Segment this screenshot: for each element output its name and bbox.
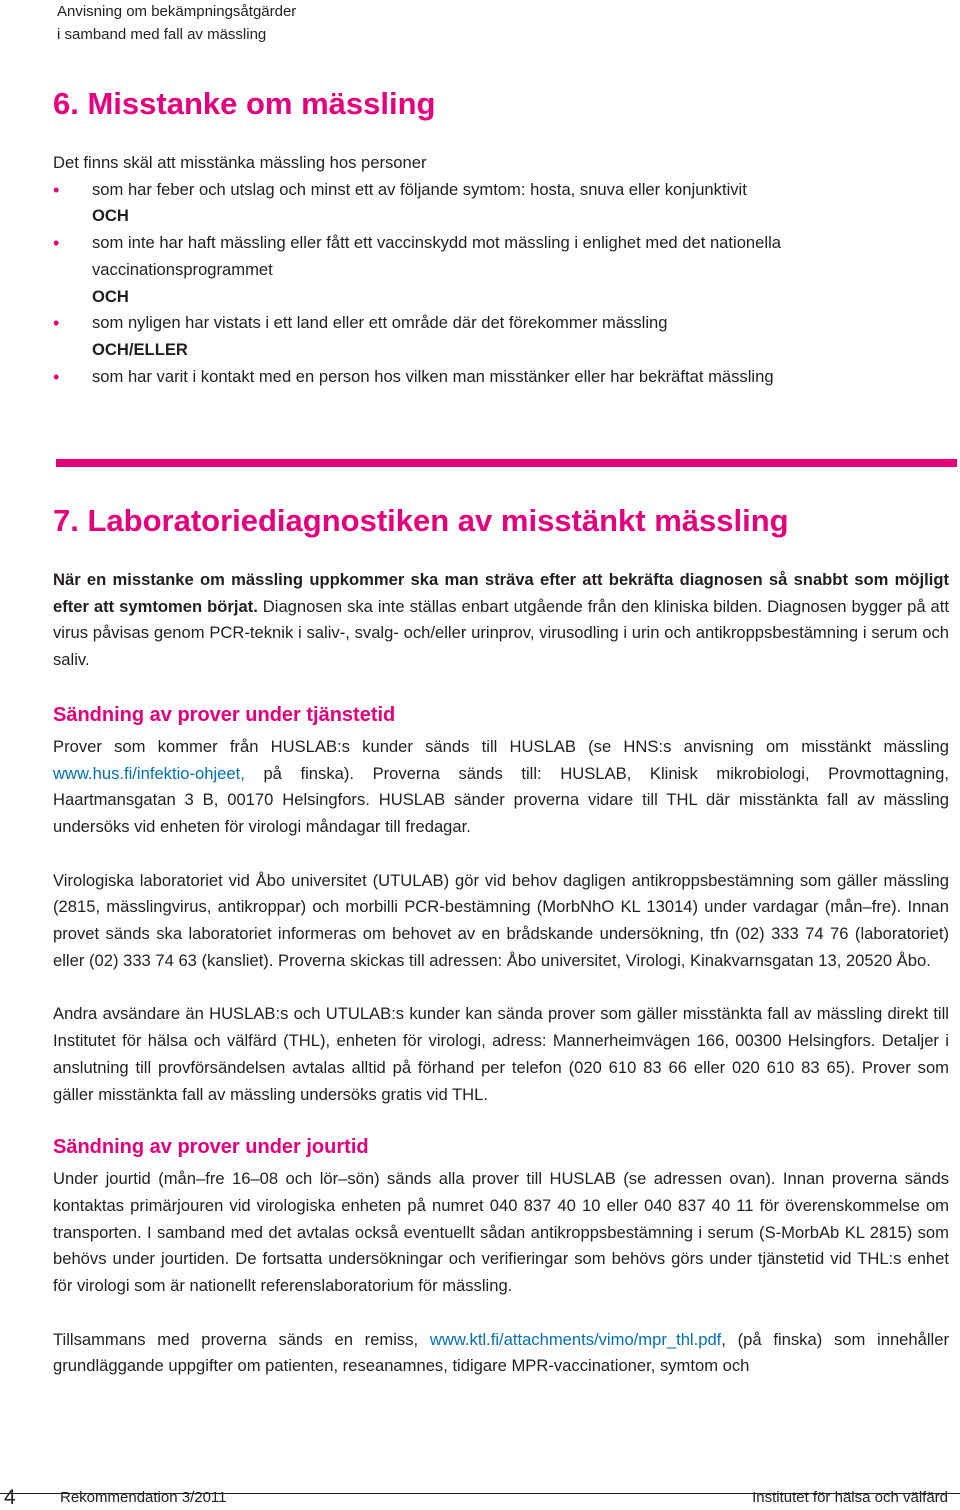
section6-body [53,150,948,390]
running-header-line2: i samband med fall av mässling [57,25,267,43]
utulab-paragraph: Virologiska laboratoriet vid Åbo universitet (UTULAB) gör vid behov dagligen antikroppsbestämning som gäller mässling (2815, mässlingvirus, antikroppar) och morbilli PCR-bestämning (MorbNhO KL 13014) under vardagar (mån–fre). Innan provet sänds ska laboratoriet informeras om behovet av en brådskande undersökning, tfn (02) 333 74 76 (laboratoriet) eller (02) 333 74 63 (kansliet). Proverna skickas till adressen: Åbo universitet, Virologi, Kinakvarnsgatan 13, 20520 Åbo. [53,870,949,970]
section6-title: 6. Misstanke om mässling [53,86,436,121]
running-header [57,1,296,46]
criteria-item-symptoms: • som har feber och utslag och minst ett av följande symtom: hosta, snuva eller konjunktivit [53,177,948,204]
criteria-list [53,177,948,204]
diagnosis-lead: När en misstanke om mässling uppkommer ska man sträva efter att bekräfta diagnosen så snabbt som möjligt efter att symtomen börjat. [53,570,949,616]
och-connector: OCH [92,206,129,226]
referral-paragraph [53,1327,949,1380]
footer-publication: Rekommendation 3/2011 [60,1489,227,1506]
huslab-text-a: Prover som kommer från HUSLAB:s kunder sänds till HUSLAB (se HNS:s anvisning om misstänkt mässling [53,736,949,756]
criteria-item-travel: • som nyligen har vistats i ett land eller ett område där det förekommer mässling [53,310,948,337]
subheading-on-call: Sändning av prover under jourtid [53,1136,369,1159]
och-eller-connector: OCH/ELLER [92,339,188,359]
section7-body [53,567,949,1380]
och-connector: OCH [92,286,129,306]
referral-link[interactable]: www.ktl.fi/attachments/vimo/mpr_thl.pdf [429,1329,722,1349]
huslab-text-b: på finska). Proverna sänds till: HUSLAB, Klinisk mikrobiologi, Provmottagning, Haartmansgatan 3 B, 00170 Helsingfors. HUSLAB sänder proverna vidare till THL där misstänkta fall av mässling undersöks vid enheten för virologi måndagar till fredagar. [53,763,949,836]
diagnosis-paragraph [53,567,949,674]
section7-title: 7. Laboratoriediagnostiken av misstänkt mässling [53,503,789,538]
thl-paragraph: Andra avsändare än HUSLAB:s och UTULAB:s kunder kan sända prover som gäller misstänkta fall av mässling direkt till Institutet för hälsa och välfärd (THL), enheten för virologi, adress: Mannerheimvägen 166, 00300 Helsingfors. Detaljer i anslutning till provförsändelsen avtalas alltid på förhand per telefon (020 610 83 66 eller 020 610 83 65). Prover som gäller misstänkta fall av mässling undersöks gratis vid THL. [53,1004,949,1104]
subheading-office-hours: Sändning av prover under tjänstetid [53,703,396,726]
referral-text-a: Tillsammans med proverna sänds en remiss, [53,1329,430,1349]
on-call-paragraph: Under jourtid (mån–fre 16–08 och lör–sön) sänds alla prover till HUSLAB (se adressen ovan). Innan proverna sänds kontaktas primärjouren vid virologiska enheten på numret 040 837 40 10 eller 040 837 40 11 för överenskommelse om transporten. I samband med det avtalas också eventuellt sådan antikroppsbestämning i serum (S-MorbAb KL 2815) som behövs under jourtiden. De fortsatta undersökningar och verifieringar som behövs görs under tjänstetid vid THL:s enhet för virologi som är nationellt referenslaboratorium för mässling. [53,1169,949,1296]
footer-publisher: Institutet för hälsa och välfärd [752,1489,948,1506]
huslab-paragraph [53,734,949,841]
section6-intro: Det finns skäl att misstänka mässling hos personer [53,153,427,172]
hus-link[interactable]: www.hus.fi/infektio-ohjeet, [53,763,245,783]
criteria-item-no-immunity: • som inte har haft mässling eller fått ett vaccinskydd mot mässling i enlighet med det nationella vaccinationsprogrammet [53,230,948,283]
page-number: 4 [4,1486,16,1509]
criteria-list [53,310,948,337]
diagnosis-text: Diagnosen ska inte ställas enbart utgående från den kliniska bilden. Diagnosen bygger på att virus påvisas genom PCR-teknik i saliv-, svalg- och/eller urinprov, virusodling i urin och antikroppsbestämning i serum och saliv. [53,596,950,670]
criteria-list [53,364,948,391]
criteria-list [53,230,948,283]
running-header-line1: Anvisning om bekämpningsåtgärder [57,3,297,20]
criteria-item-contact: • som har varit i kontakt med en person hos vilken man misstänker eller har bekräftat mässling [53,364,948,391]
section-divider [56,459,957,467]
referral-text-b: , (på finska) som innehåller grundläggande uppgifter om patienten, reseanamnes, tidigare MPR-vaccinationer, symtom och [53,1329,949,1376]
